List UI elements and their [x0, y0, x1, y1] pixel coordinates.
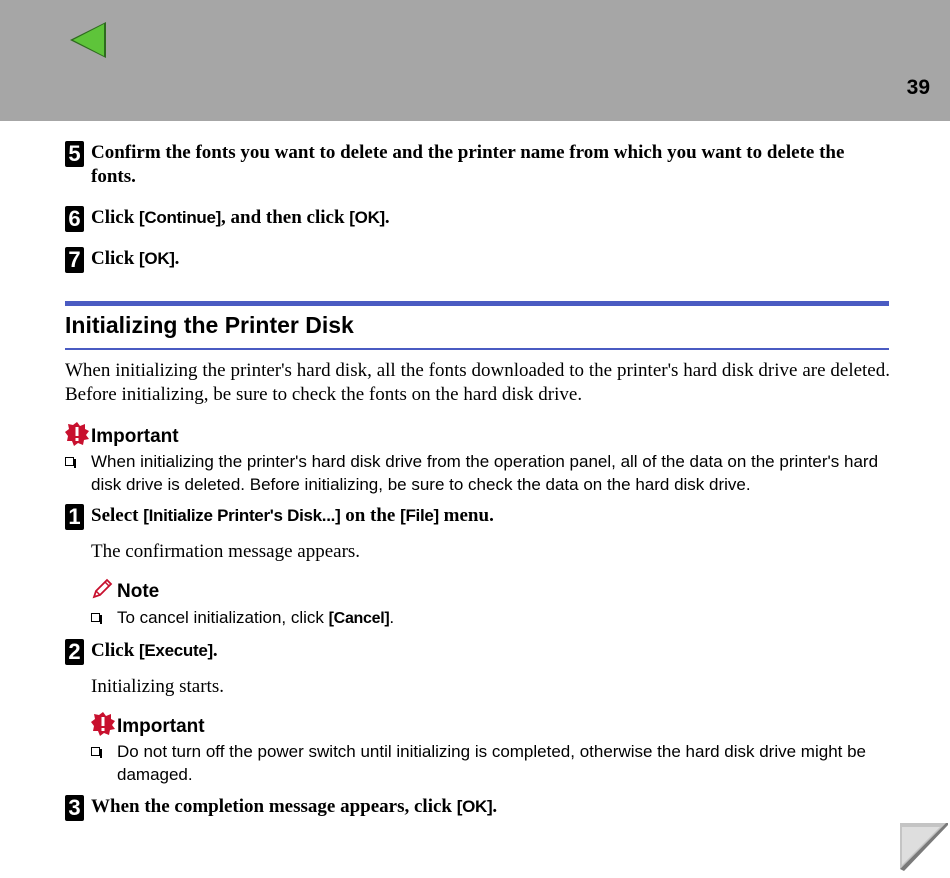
- step-number: 3: [65, 795, 84, 821]
- step-text-pre: Click: [91, 640, 140, 661]
- back-arrow-icon[interactable]: [68, 20, 108, 60]
- important-label: Important: [91, 426, 179, 447]
- important-icon: [91, 712, 117, 742]
- important-heading: [65, 422, 179, 452]
- page-header: [0, 0, 950, 121]
- step-text-post: .: [492, 796, 498, 817]
- important-text: When initializing the printer's hard disk drive from the operation panel, all of the data on the printer's hard disk drive is deleted. Before initializing, be sure to check the data on the hard disk drive.: [91, 452, 879, 494]
- step-text: [91, 206, 890, 230]
- important-icon: [65, 422, 91, 452]
- continue-label: [Continue]: [139, 208, 222, 227]
- execute-label: [Execute]: [139, 641, 213, 660]
- checkbox-bullet-icon: [91, 747, 100, 756]
- section-rule-bottom: [65, 348, 889, 350]
- pencil-icon: [91, 578, 117, 606]
- step-text-pre: When the completion message appears, click: [91, 796, 457, 817]
- step-text: [91, 504, 890, 528]
- section-rule-top: [65, 301, 889, 306]
- ok-label: [OK]: [349, 208, 385, 227]
- note-label: Note: [117, 581, 160, 602]
- step-6: [65, 206, 890, 230]
- step-3: [65, 795, 890, 819]
- cancel-label: [Cancel]: [328, 610, 390, 627]
- step-text-pre: Select: [91, 505, 144, 526]
- note-text-pre: To cancel initialization, click: [117, 608, 329, 627]
- step-1: [65, 504, 890, 528]
- step-text-mid: , and then click: [221, 207, 350, 228]
- step-text-pre: Click: [91, 248, 140, 269]
- step-text-post: .: [384, 207, 390, 228]
- important-bullet: [65, 450, 890, 496]
- step-2-result: Initializing starts.: [91, 676, 224, 697]
- step-2: [65, 639, 890, 663]
- ok-label: [OK]: [139, 249, 175, 268]
- intro-paragraph: When initializing the printer's hard disk, all the fonts downloaded to the printer's hard disk drive are deleted. Before initializing, be sure to check the fonts on the hard disk drive.: [65, 360, 890, 405]
- page-number: 39: [906, 76, 930, 99]
- step-7: [65, 247, 890, 271]
- checkbox-bullet-icon: [91, 613, 100, 622]
- important-heading-2: [91, 712, 205, 742]
- section-title: Initializing the Printer Disk: [65, 312, 354, 338]
- note-heading: [91, 578, 159, 606]
- page-turn-icon[interactable]: [894, 821, 950, 873]
- step-text-mid: on the: [340, 505, 401, 526]
- important-text: Do not turn off the power switch until initializing is completed, otherwise the hard disk drive might be damaged.: [117, 742, 867, 784]
- step-text: Confirm the fonts you want to delete and the printer name from which you want to delete the fonts.: [91, 142, 845, 187]
- file-menu-label: [File]: [400, 506, 439, 525]
- step-number: 1: [65, 504, 84, 530]
- important-label: Important: [117, 716, 205, 737]
- step-text-post: .: [174, 248, 180, 269]
- note-bullet: [91, 606, 890, 630]
- step-number: 5: [65, 141, 84, 167]
- step-5: [65, 141, 890, 189]
- step-text: [91, 795, 890, 819]
- step-1-result: The confirmation message appears.: [91, 541, 361, 562]
- step-text-post: menu.: [438, 505, 494, 526]
- step-text-pre: Click: [91, 207, 140, 228]
- important-bullet-2: [91, 740, 890, 786]
- step-text: [91, 247, 890, 271]
- note-text-post: .: [389, 608, 395, 627]
- step-text-post: .: [212, 640, 218, 661]
- checkbox-bullet-icon: [65, 457, 74, 466]
- step-text: [91, 639, 890, 663]
- step-number: 2: [65, 639, 84, 665]
- step-number: 7: [65, 247, 84, 273]
- ok-label: [OK]: [456, 797, 493, 816]
- note-text: [117, 606, 890, 630]
- initialize-disk-label: [Initialize Printer's Disk...]: [143, 506, 341, 525]
- step-number: 6: [65, 206, 84, 232]
